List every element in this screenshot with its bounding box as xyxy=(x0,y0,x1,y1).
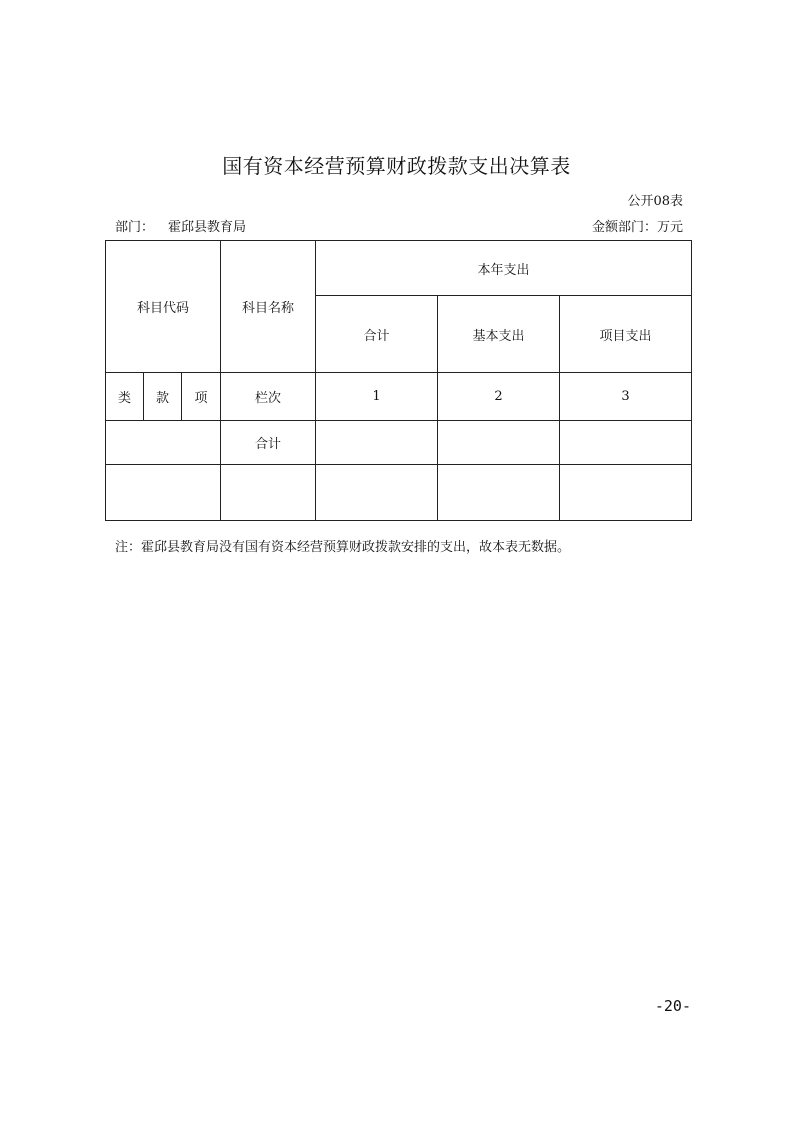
empty-row-total xyxy=(316,465,438,521)
footnote: 注：霍邱县教育局没有国有资本经营预算财政拨款安排的支出，故本表无数据。 xyxy=(115,540,571,555)
header-basic-expense: 基本支出 xyxy=(438,296,560,373)
header-total: 合计 xyxy=(316,296,438,373)
index-item: 项 xyxy=(182,373,221,421)
index-row xyxy=(106,373,692,421)
total-row-project xyxy=(560,421,692,465)
total-row-basic xyxy=(438,421,560,465)
total-row-total xyxy=(316,421,438,465)
index-col-2: 2 xyxy=(438,373,560,421)
index-class: 类 xyxy=(106,373,144,421)
header-row-1 xyxy=(106,241,692,296)
empty-row-code xyxy=(106,465,221,521)
amount-unit: 金额部门：万元 xyxy=(591,220,683,235)
header-subject-name: 科目名称 xyxy=(221,241,316,373)
header-subject-code: 科目代码 xyxy=(106,241,221,373)
empty-row xyxy=(106,465,692,521)
empty-row-project xyxy=(560,465,692,521)
table-number: 公开08表 xyxy=(627,194,683,209)
index-col-1: 1 xyxy=(316,373,438,421)
page-number: -20- xyxy=(654,997,691,1015)
index-column-label: 栏次 xyxy=(221,373,316,421)
total-row xyxy=(106,421,692,465)
department-value: 霍邱县教育局 xyxy=(168,220,247,235)
total-row-label: 合计 xyxy=(221,421,316,465)
page-title: 国有资本经营预算财政拨款支出决算表 xyxy=(222,154,571,178)
empty-row-basic xyxy=(438,465,560,521)
department-line xyxy=(115,216,246,235)
expense-table xyxy=(105,240,692,521)
index-col-3: 3 xyxy=(560,373,692,421)
department-label: 部门： xyxy=(115,220,155,235)
header-project-expense: 项目支出 xyxy=(560,296,692,373)
empty-row-name xyxy=(221,465,316,521)
total-row-code xyxy=(106,421,221,465)
index-section: 款 xyxy=(144,373,182,421)
header-current-year-expense: 本年支出 xyxy=(316,241,692,296)
